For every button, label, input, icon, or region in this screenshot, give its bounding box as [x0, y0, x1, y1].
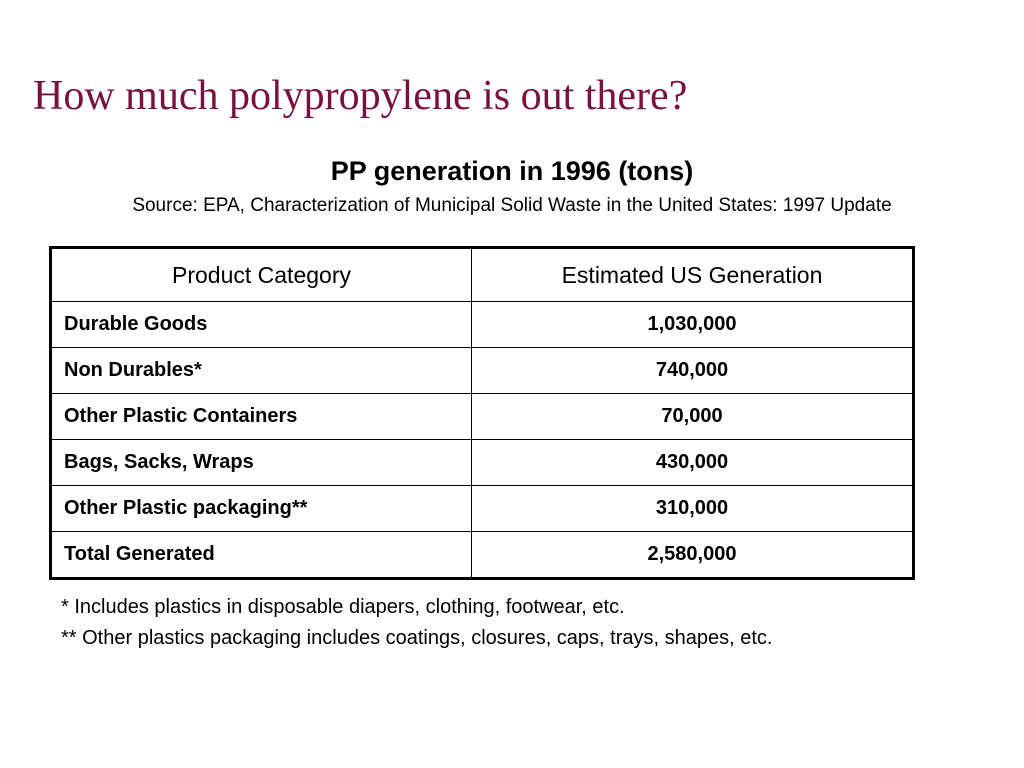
footnote-single-asterisk: * Includes plastics in disposable diapers, clothing, footwear, etc. [61, 596, 625, 618]
table-title: PP generation in 1996 (tons) [330, 156, 694, 186]
column-header-estimated-us-generation: Estimated US Generation [472, 248, 914, 302]
category-cell: Total Generated [51, 532, 472, 579]
footnotes [61, 592, 772, 654]
table-row [51, 302, 914, 348]
table-header-row [51, 248, 914, 302]
column-header-product-category: Product Category [51, 248, 472, 302]
table-row [51, 348, 914, 394]
table-row-total [51, 532, 914, 579]
source-citation: Source: EPA, Characterization of Municipal Solid Waste in the United States: 1997 Update [132, 195, 892, 216]
table-row [51, 440, 914, 486]
generation-cell: 740,000 [472, 348, 914, 394]
generation-cell: 1,030,000 [472, 302, 914, 348]
slide-title: How much polypropylene is out there? [33, 73, 688, 119]
table-row [51, 486, 914, 532]
table-row [51, 394, 914, 440]
category-cell: Non Durables* [51, 348, 472, 394]
generation-cell: 310,000 [472, 486, 914, 532]
category-cell: Other Plastic Containers [51, 394, 472, 440]
category-cell: Bags, Sacks, Wraps [51, 440, 472, 486]
generation-cell: 430,000 [472, 440, 914, 486]
generation-cell: 2,580,000 [472, 532, 914, 579]
category-cell: Other Plastic packaging** [51, 486, 472, 532]
generation-cell: 70,000 [472, 394, 914, 440]
pp-generation-table [49, 246, 915, 580]
footnote-double-asterisk: ** Other plastics packaging includes coatings, closures, caps, trays, shapes, etc. [61, 627, 773, 649]
category-cell: Durable Goods [51, 302, 472, 348]
